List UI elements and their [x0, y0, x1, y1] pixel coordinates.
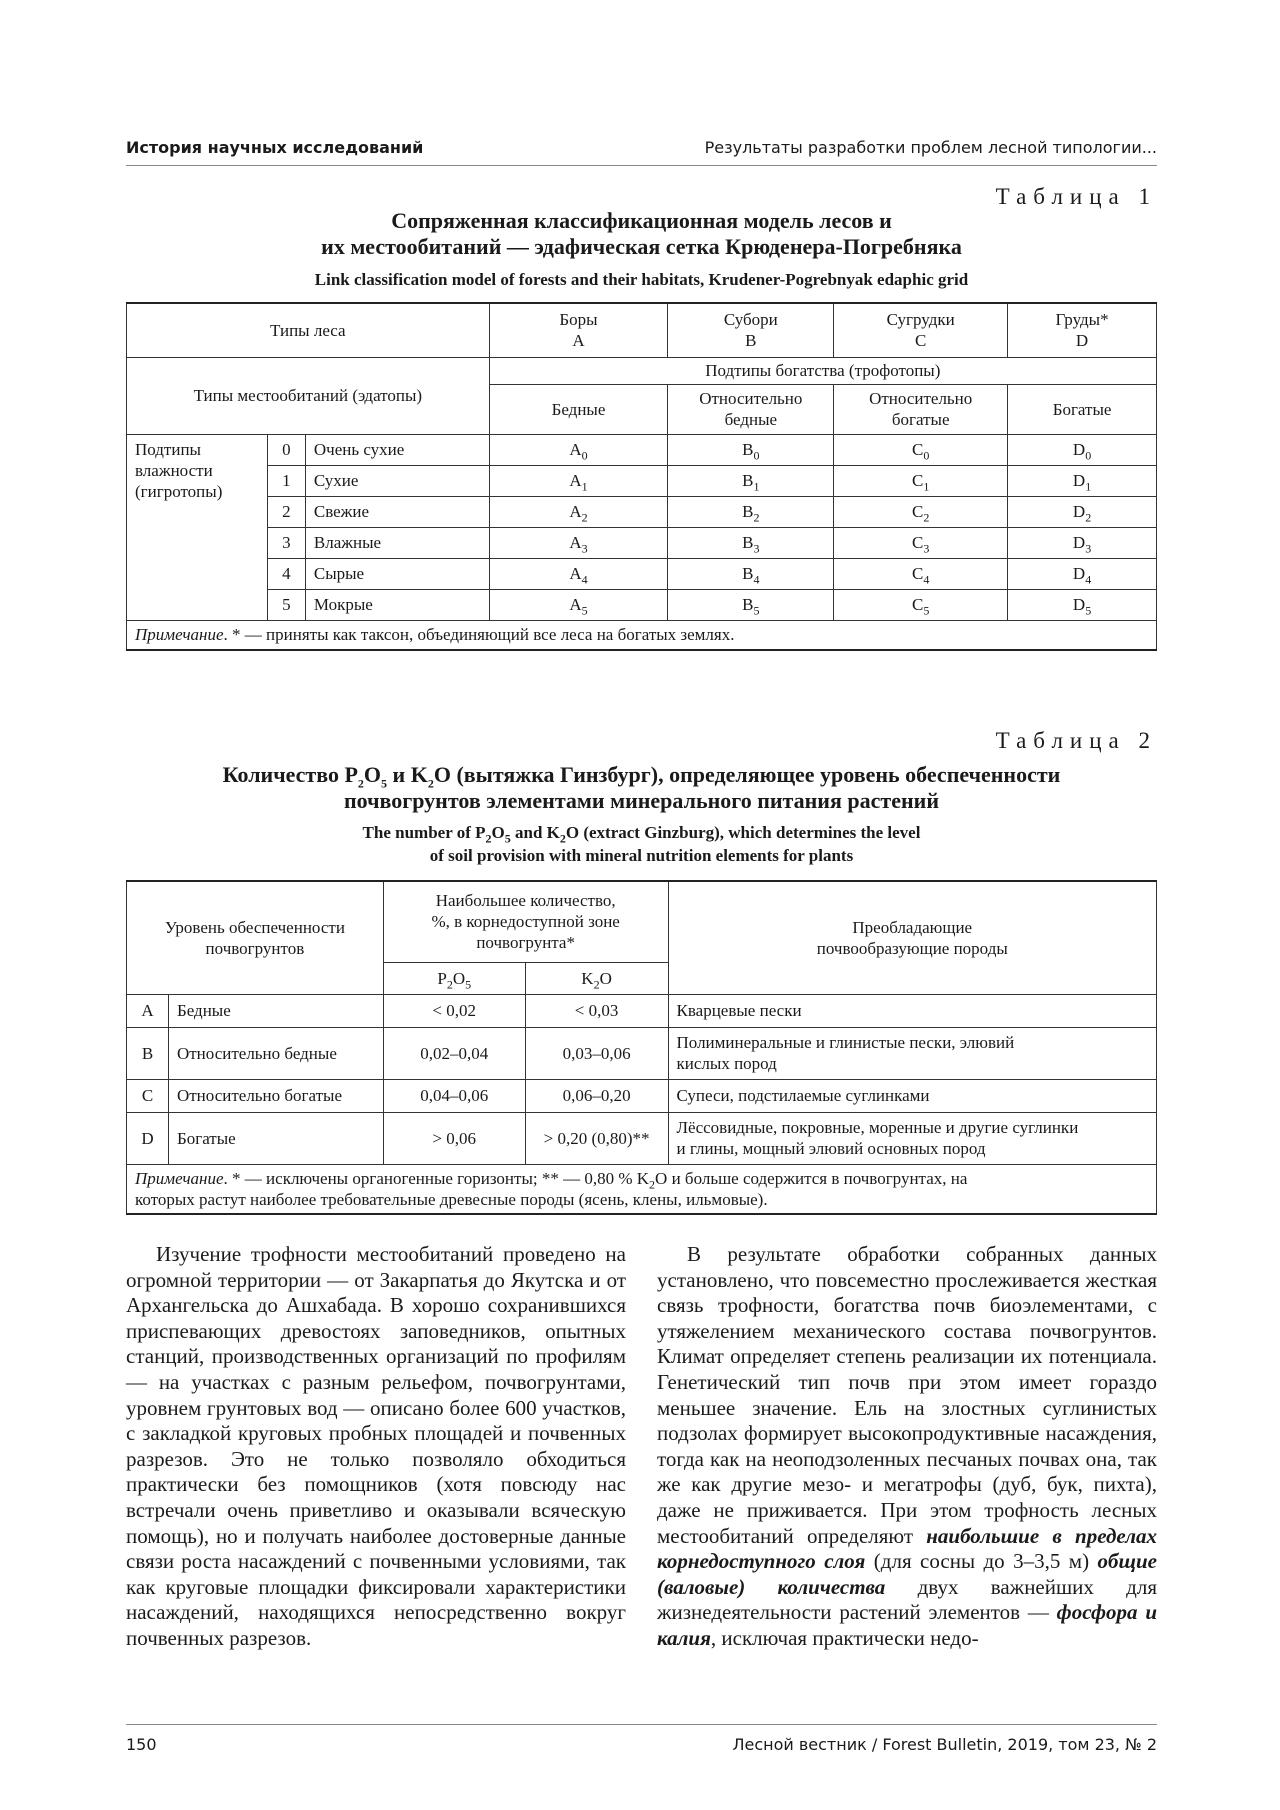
- s: 2: [559, 831, 566, 846]
- rocks-cell: [668, 1027, 1156, 1079]
- level-code: D: [127, 1112, 169, 1164]
- cell-sub: 1: [753, 479, 760, 494]
- row-num: 0: [267, 434, 305, 465]
- cell-a: [489, 589, 668, 620]
- paragraph: Изучение трофности местообитаний проведено на огромной территории — от Закарпатья до Якутска и от Архангельска до Ашхабада. В хорошо сохранившихся приспевающих древостоях заповедников, опытных станций, производственных организаций по профилям — на участках с разным рельефом, почвогрунтами, уровнем грунтовых вод — описано более 600 участков, с закладкой круговых пробных площадей и почвенных разрезов. Это не только позволяло обходиться практически без помощников (хотя повсюду нас встречали очень приветливо и оказывали всяческую помощь), но и получать наиболее достоверные данные связи роста насаждений с почвенными условиями, так как круговые площадки фиксировали характеристики насаждений, находящихся непосредственно вокруг почвенных разрезов.: [126, 1242, 626, 1650]
- col-b-header: [668, 303, 834, 357]
- table-row: [127, 881, 1157, 962]
- paragraph: [657, 1242, 1157, 1652]
- table2-note: [127, 1164, 1157, 1214]
- cell-b: [668, 558, 834, 589]
- cell-sub: 0: [923, 448, 930, 463]
- table-row: [127, 303, 1157, 357]
- cell-c: [834, 589, 1008, 620]
- cell-letter: A: [569, 595, 582, 614]
- col-b-letter: B: [745, 331, 757, 351]
- trophotopes-header: Подтипы богатства (трофотопы): [489, 357, 1156, 384]
- k2o-value: 0,03–0,06: [525, 1027, 668, 1079]
- cell-b: [668, 434, 834, 465]
- p2o5-value: 0,02–0,04: [383, 1027, 525, 1079]
- cell-sub: 3: [581, 541, 588, 556]
- table-row: [127, 558, 1157, 589]
- col-c-header: [834, 303, 1008, 357]
- rocks-line: Кварцевые пески: [676, 1001, 802, 1020]
- cell-sub: 5: [923, 603, 930, 618]
- level-name: Относительно богатые: [168, 1079, 383, 1112]
- t: . * — исключены органогенные горизонты; ** — 0,80 % K: [223, 1168, 650, 1188]
- table1-subtitle: Link classification model of forests and their habitats, Krudener-Pogrebnyak edaphic grid: [314, 270, 969, 289]
- level-name: Богатые: [168, 1112, 383, 1164]
- s: 2: [446, 976, 453, 991]
- rocks-line1: Преобладающие: [852, 917, 973, 937]
- rocks-cell: [668, 1079, 1156, 1112]
- richness-b-line2: бедные: [724, 410, 778, 429]
- level-name: Бедные: [168, 994, 383, 1027]
- forest-types-header: Типы леса: [127, 303, 490, 357]
- t: , исключая практически недо-: [710, 1625, 979, 1650]
- t: O: [491, 823, 505, 842]
- rocks-line: Лёссовидные, покровные, моренные и другие суглинки: [676, 1118, 1079, 1137]
- table2-title-line2: почвогрунтов элементами минерального питания растений: [344, 788, 939, 813]
- table-row: [127, 434, 1157, 465]
- t: O: [363, 762, 382, 787]
- table-row: [127, 357, 1157, 384]
- cell-sub: 2: [753, 510, 760, 525]
- t: and K: [510, 823, 560, 842]
- cell-letter: C: [912, 533, 924, 552]
- row-num: 1: [267, 465, 305, 496]
- cell-sub: 3: [753, 541, 760, 556]
- s: 2: [593, 976, 600, 991]
- table-row: [127, 994, 1157, 1027]
- cell-c: [834, 496, 1008, 527]
- cell-sub: 5: [1085, 603, 1092, 618]
- cell-letter: D: [1072, 564, 1086, 583]
- cell-sub: 5: [581, 603, 588, 618]
- t: K: [581, 968, 594, 988]
- footer-rule: [126, 1724, 1157, 1725]
- col-d-letter: D: [1075, 331, 1089, 351]
- table2-subtitle: [126, 821, 1157, 867]
- row-num: 3: [267, 527, 305, 558]
- t: двух важнейших для жизнедеятельности растений элементов —: [657, 1574, 1157, 1625]
- cell-letter: B: [742, 564, 754, 583]
- cell-letter: D: [1072, 595, 1086, 614]
- cell-letter: D: [1072, 440, 1086, 459]
- row-num: 2: [267, 496, 305, 527]
- cell-letter: B: [742, 533, 754, 552]
- rocks-cell: [668, 994, 1156, 1027]
- table1-title-line1: Сопряженная классификационная модель лесов и: [391, 208, 892, 233]
- level-header: [127, 881, 384, 994]
- p2o5-header: [383, 962, 525, 994]
- table1-label: Таблица 1: [995, 184, 1157, 209]
- cell-sub: 4: [1085, 572, 1092, 587]
- cell-c: [834, 465, 1008, 496]
- k2o-header: [525, 962, 668, 994]
- rocks-line: Полиминеральные и глинистые пески, элювий: [676, 1033, 1015, 1052]
- col-c-letter: C: [915, 331, 927, 351]
- rocks-line: Супеси, подстилаемые суглинками: [676, 1086, 930, 1105]
- cell-letter: C: [912, 440, 924, 459]
- cell-letter: A: [569, 533, 582, 552]
- col-c-name: Сугрудки: [886, 310, 955, 330]
- cell-sub: 4: [581, 572, 588, 587]
- p2o5-value: > 0,06: [383, 1112, 525, 1164]
- s: 2: [427, 776, 434, 791]
- note-label: Примечание: [135, 625, 224, 645]
- note-label: Примечание: [135, 1168, 224, 1188]
- cell-d: [1008, 465, 1157, 496]
- table1-title-line2: их местообитаний — эдафическая сетка Крюденера-Погребняка: [321, 234, 962, 259]
- cell-letter: D: [1072, 471, 1086, 490]
- table1: [126, 302, 1157, 651]
- table-row: [127, 1027, 1157, 1079]
- table2-title-line1: [126, 762, 1157, 791]
- t: P: [437, 968, 447, 988]
- cell-a: [489, 527, 668, 558]
- table-row: [127, 527, 1157, 558]
- s: 5: [465, 976, 472, 991]
- richness-c-line2: богатые: [891, 410, 950, 429]
- cell-c: [834, 558, 1008, 589]
- p2o5-value: 0,04–0,06: [383, 1079, 525, 1112]
- emphasis: общие (валовые) количества: [657, 1549, 1157, 1599]
- note-line2: которых растут наиболее требовательные древесные породы (ясень, клены, ильмовые).: [135, 1189, 768, 1209]
- level-code: B: [127, 1027, 169, 1079]
- cell-sub: 1: [1085, 479, 1092, 494]
- cell-d: [1008, 589, 1157, 620]
- richness-b: [668, 384, 834, 434]
- table-row: [127, 465, 1157, 496]
- cell-letter: A: [569, 471, 582, 490]
- k2o-value: 0,06–0,20: [525, 1079, 668, 1112]
- richness-a: Бедные: [489, 384, 668, 434]
- cell-d: [1008, 496, 1157, 527]
- table-row: [127, 496, 1157, 527]
- cell-sub: 2: [1085, 510, 1092, 525]
- max-line2: %, в корнедоступной зоне: [431, 912, 620, 932]
- cell-letter: B: [742, 471, 754, 490]
- cell-sub: 4: [753, 572, 760, 587]
- richness-d: Богатые: [1008, 384, 1157, 434]
- cell-letter: C: [912, 502, 924, 521]
- max-line3: почвогрунта*: [476, 933, 575, 953]
- s: 2: [649, 1177, 656, 1192]
- row-name: Очень сухие: [305, 434, 489, 465]
- cell-d: [1008, 527, 1157, 558]
- page-number: 150: [126, 1735, 157, 1754]
- richness-b-line1: Относительно: [699, 389, 803, 408]
- table-row: [127, 1079, 1157, 1112]
- section-title: История научных исследований: [126, 138, 424, 157]
- col-a-header: [489, 303, 668, 357]
- body-column-right: [657, 1242, 1157, 1652]
- note-line1: [135, 1168, 1148, 1192]
- moisture-line1: Подтипы: [135, 439, 201, 459]
- cell-letter: A: [569, 502, 582, 521]
- cell-sub: 0: [581, 448, 588, 463]
- cell-a: [489, 558, 668, 589]
- cell-a: [489, 434, 668, 465]
- table-row: [127, 1164, 1157, 1214]
- max-amount-header: [383, 881, 668, 962]
- cell-sub: 2: [923, 510, 930, 525]
- t: (для сосны до 3–3,5 м): [865, 1549, 1098, 1574]
- row-name: Сырые: [305, 558, 489, 589]
- emphasis: фосфора и калия: [657, 1600, 1158, 1650]
- table2-label: Таблица 2: [995, 728, 1157, 753]
- level-line2: почвогрунтов: [205, 938, 305, 958]
- col-a-name: Боры: [559, 310, 598, 330]
- note-text: . * — приняты как таксон, объединяющий все леса на богатых землях.: [223, 625, 735, 645]
- cell-letter: A: [569, 564, 582, 583]
- cell-sub: 3: [1085, 541, 1092, 556]
- cell-sub: 3: [923, 541, 930, 556]
- edatopes-header: Типы местообитаний (эдатопы): [127, 357, 490, 434]
- k2o-value: > 0,20 (0,80)**: [525, 1112, 668, 1164]
- richness-c: [834, 384, 1008, 434]
- cell-c: [834, 434, 1008, 465]
- t: O: [599, 968, 612, 988]
- row-num: 5: [267, 589, 305, 620]
- t: The number of P: [362, 823, 486, 842]
- cell-sub: 0: [1085, 448, 1092, 463]
- rocks-cell: [668, 1112, 1156, 1164]
- article-title: Результаты разработки проблем лесной типологии...: [704, 138, 1157, 157]
- table1-note: [127, 620, 1157, 650]
- moisture-subtypes-label: [127, 434, 268, 620]
- cell-letter: B: [742, 502, 754, 521]
- row-name: Свежие: [305, 496, 489, 527]
- table2-subtitle-line1: [126, 821, 1157, 844]
- col-d-name: Груды*: [1055, 310, 1109, 330]
- s: 5: [381, 776, 388, 791]
- cell-sub: 4: [923, 572, 930, 587]
- cell-d: [1008, 434, 1157, 465]
- emphasis: наибольшие в пределах корнедоступного слоя: [657, 1523, 1157, 1574]
- cell-sub: 0: [753, 448, 760, 463]
- cell-letter: C: [912, 471, 924, 490]
- level-line1: Уровень обеспеченности: [164, 917, 345, 937]
- table2-subtitle-line2: of soil provision with mineral nutrition elements for plants: [429, 846, 854, 865]
- journal-citation: Лесной вестник / Forest Bulletin, 2019, том 23, № 2: [732, 1735, 1157, 1754]
- row-num: 4: [267, 558, 305, 589]
- cell-sub: 1: [923, 479, 930, 494]
- s: 2: [357, 776, 364, 791]
- col-a-letter: A: [572, 331, 585, 351]
- cell-letter: B: [742, 440, 754, 459]
- p2o5-value: < 0,02: [383, 994, 525, 1027]
- table2-title: [126, 762, 1157, 814]
- rocks-line2: почвообразующие породы: [816, 938, 1008, 958]
- table1-title: [126, 208, 1157, 260]
- t: O и больше содержится в почвогрунтах, на: [655, 1168, 968, 1188]
- t: O (extract Ginzburg), which determines the level: [565, 823, 921, 842]
- row-name: Сухие: [305, 465, 489, 496]
- t: В результате обработки собранных данных установлено, что повсеместно прослеживается жесткая связь трофности, богатства почв биоэлементами, с утяжелением механического состава почвогрунтов. Климат определяет степень реализации их потенциала. Генетический тип почв при этом имеет гораздо меньшее значение. Ель на злостных суглинистых подзолах формирует высокопродуктивные насаждения, тогда как на неоподзоленных песчаных почвах она, так же как другие мезо- и мегатрофы (дуб, бук, пихта), даже не приживается. При этом трофность лесных местообитаний определяют: [657, 1242, 1157, 1548]
- body-column-left: [126, 1242, 626, 1652]
- cell-b: [668, 496, 834, 527]
- t: O (вытяжка Гинзбург), определяющее уровень обеспеченности: [433, 762, 1061, 787]
- level-name: Относительно бедные: [168, 1027, 383, 1079]
- moisture-line3: (гигротопы): [135, 481, 223, 501]
- max-line1: Наибольшее количество,: [435, 891, 616, 911]
- t: и K: [387, 762, 428, 787]
- cell-letter: C: [912, 564, 924, 583]
- richness-c-line1: Относительно: [869, 389, 973, 408]
- header-rule: [126, 165, 1157, 166]
- rocks-header: [668, 881, 1156, 994]
- cell-a: [489, 465, 668, 496]
- moisture-line2: влажности: [135, 460, 213, 480]
- cell-sub: 1: [581, 479, 588, 494]
- rocks-line: и глины, мощный элювий основных пород: [676, 1139, 986, 1158]
- cell-letter: D: [1072, 502, 1086, 521]
- s: 5: [504, 831, 511, 846]
- col-b-name: Субори: [723, 310, 778, 330]
- cell-letter: C: [912, 595, 924, 614]
- cell-sub: 2: [581, 510, 588, 525]
- k2o-value: < 0,03: [525, 994, 668, 1027]
- level-code: C: [127, 1079, 169, 1112]
- table-row: [127, 620, 1157, 650]
- cell-letter: A: [569, 440, 582, 459]
- cell-letter: B: [742, 595, 754, 614]
- cell-b: [668, 589, 834, 620]
- s: 2: [485, 831, 492, 846]
- cell-c: [834, 527, 1008, 558]
- rocks-line: кислых пород: [676, 1054, 777, 1073]
- level-code: A: [127, 994, 169, 1027]
- cell-d: [1008, 558, 1157, 589]
- t: O: [452, 968, 466, 988]
- table-row: [127, 1112, 1157, 1164]
- col-d-header: [1008, 303, 1157, 357]
- cell-b: [668, 465, 834, 496]
- cell-sub: 5: [753, 603, 760, 618]
- row-name: Влажные: [305, 527, 489, 558]
- row-name: Мокрые: [305, 589, 489, 620]
- table-row: [127, 589, 1157, 620]
- table2: [126, 880, 1157, 1215]
- cell-a: [489, 496, 668, 527]
- t: Количество P: [222, 762, 358, 787]
- cell-b: [668, 527, 834, 558]
- cell-letter: D: [1072, 533, 1086, 552]
